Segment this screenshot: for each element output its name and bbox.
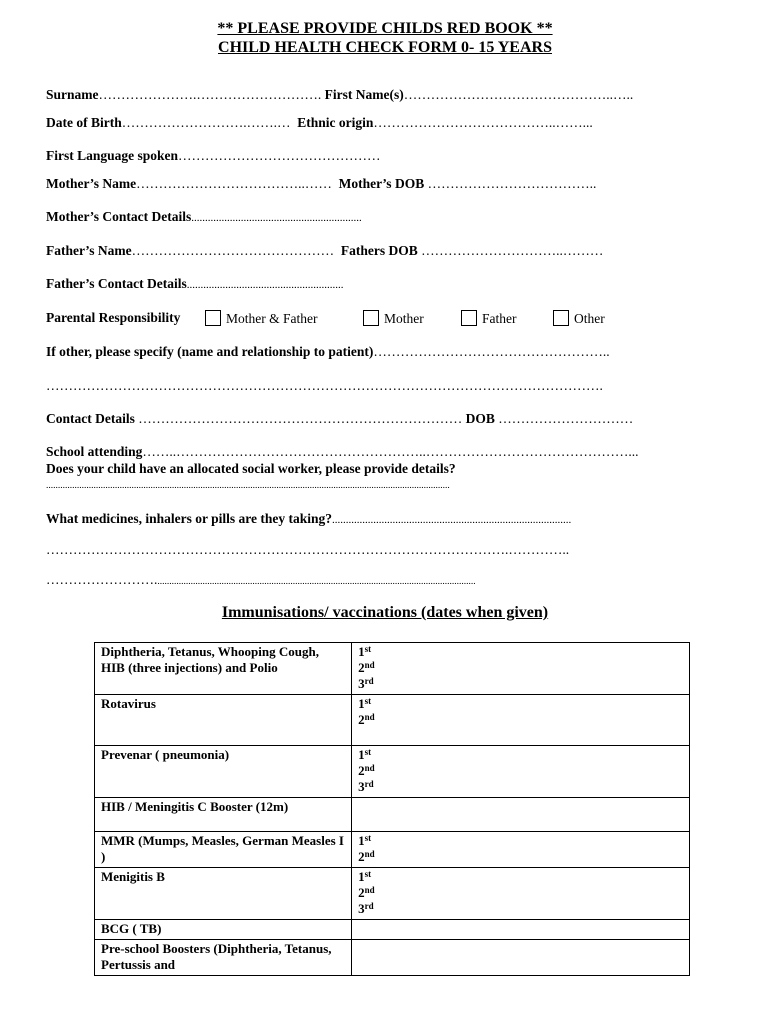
dose-label (358, 885, 683, 901)
dose-label (358, 660, 683, 676)
dob-field[interactable]: ……………………….…….… (121, 115, 291, 130)
dose-dates-cell[interactable] (352, 643, 690, 695)
if-other-field[interactable]: …………………………………………….. (373, 344, 610, 359)
mothers-name-label: Mother’s Name (46, 176, 137, 191)
pr-option-label: Mother (384, 311, 424, 326)
pr-option-label: Mother & Father (226, 311, 318, 326)
social-worker-question: Does your child have an allocated social worker, please provide details? (46, 461, 456, 476)
checkbox-other[interactable] (553, 310, 569, 326)
dose-ordinal-suffix: st (364, 869, 372, 879)
dose-number: 2 (358, 712, 365, 727)
ethnic-origin-label: Ethnic origin (297, 115, 374, 130)
pr-option-mother[interactable] (363, 310, 424, 327)
dose-ordinal-suffix: st (364, 644, 372, 654)
pr-option-father[interactable] (461, 310, 517, 327)
pr-option-label: Other (574, 311, 605, 326)
immunisation-row (95, 920, 690, 940)
contact-details-row (46, 411, 633, 427)
fathers-name-field[interactable]: ……………………………………… (131, 243, 335, 258)
pr-option-mother-father[interactable] (205, 310, 317, 327)
immunisation-row (95, 832, 690, 868)
medicines-field-line2[interactable]: ………………………………………………………………………………………….………….. (46, 542, 570, 557)
first-language-field[interactable]: ……………………………………… (178, 148, 381, 163)
dose-number: 1 (358, 644, 365, 659)
checkbox-mother-father[interactable] (205, 310, 221, 326)
dose-label (358, 644, 683, 660)
dose-number: 3 (358, 901, 365, 916)
checkbox-mother[interactable] (363, 310, 379, 326)
vaccine-name: Prevenar ( pneumonia) (95, 746, 352, 798)
dose-number: 2 (358, 763, 365, 778)
vaccine-name: MMR (Mumps, Measles, German Measles I ) (95, 832, 352, 868)
immunisation-row (95, 643, 690, 695)
social-worker-row (46, 461, 456, 477)
dose-dates-cell[interactable] (352, 746, 690, 798)
dose-ordinal-suffix: nd (364, 660, 375, 670)
form-header-title: CHILD HEALTH CHECK FORM 0- 15 YEARS (218, 39, 552, 56)
immunisation-row (95, 798, 690, 832)
immunisation-row (95, 695, 690, 746)
if-other-field-line2[interactable]: ……………………………………………………………………………………………………………. (46, 378, 603, 393)
dob-label: Date of Birth (46, 115, 122, 130)
medicines-label: What medicines, inhalers or pills are they taking? (46, 511, 333, 526)
medicines-line3-row (46, 572, 691, 590)
surname-row (46, 87, 633, 103)
pr-option-label: Father (482, 311, 517, 326)
dose-number: 2 (358, 849, 365, 864)
school-field[interactable]: ……..………………………………………………..………………………………………... (142, 444, 639, 459)
pr-option-other[interactable] (553, 310, 605, 327)
dose-dates-cell[interactable] (352, 695, 690, 746)
dose-ordinal-suffix: st (364, 833, 372, 843)
dose-label (358, 779, 683, 795)
dose-label (358, 747, 683, 763)
dose-dates-cell[interactable] (352, 868, 690, 920)
contact-details-field[interactable]: ……………………………………………………………… (138, 411, 463, 426)
social-worker-answer-row (46, 478, 702, 494)
vaccine-name: Menigitis B (95, 868, 352, 920)
medicines-field-line3b[interactable]: ...................................................................................................................................... (157, 577, 476, 587)
vaccine-name: Diphtheria, Tetanus, Whooping Cough, HIB (three injections) and Polio (95, 643, 352, 695)
school-label: School attending (46, 444, 143, 459)
dose-number: 3 (358, 779, 365, 794)
contact-dob-label: DOB (465, 411, 495, 426)
dob-row (46, 115, 593, 131)
dose-dates-cell[interactable] (352, 798, 690, 832)
fathers-dob-label: Fathers DOB (340, 243, 418, 258)
school-row (46, 444, 639, 460)
dose-number: 1 (358, 696, 365, 711)
mothers-contact-label: Mother’s Contact Details (46, 209, 192, 224)
first-language-label: First Language spoken (46, 148, 179, 163)
medicines-row (46, 511, 571, 528)
dose-label (358, 901, 683, 917)
dose-ordinal-suffix: rd (364, 676, 374, 686)
dose-number: 2 (358, 660, 365, 675)
dose-label (358, 763, 683, 779)
dose-dates-cell[interactable] (352, 920, 690, 940)
vaccine-name: Pre-school Boosters (Diphtheria, Tetanus, Pertussis and (95, 940, 352, 976)
dose-label (358, 869, 683, 885)
ethnic-origin-field[interactable]: …………………………………..……... (373, 115, 593, 130)
mothers-name-field[interactable]: ………………………………..…… (136, 176, 332, 191)
dose-ordinal-suffix: nd (364, 849, 375, 859)
if-other-label: If other, please specify (name and relationship to patient) (46, 344, 374, 359)
dose-number: 2 (358, 885, 365, 900)
fathers-dob-field[interactable]: …………………………..……… (421, 243, 604, 258)
first-language-row (46, 148, 381, 164)
dose-label (358, 676, 683, 692)
first-names-field[interactable]: ………………………………………..….. (403, 87, 634, 102)
immunisation-row (95, 868, 690, 920)
mothers-dob-label: Mother’s DOB (338, 176, 425, 191)
immunisation-row (95, 746, 690, 798)
surname-field[interactable]: ………………….………………………. (98, 87, 325, 102)
if-other-continuation (46, 378, 603, 394)
fathers-contact-row (46, 276, 343, 293)
fathers-name-label: Father’s Name (46, 243, 132, 258)
dose-number: 1 (358, 833, 365, 848)
fathers-name-row (46, 243, 603, 259)
parental-responsibility-label: Parental Responsibility (46, 310, 181, 325)
dose-number: 1 (358, 869, 365, 884)
medicines-field[interactable]: ....................................................................................... (332, 514, 572, 526)
mothers-name-row (46, 176, 596, 192)
dose-label (358, 849, 683, 865)
mothers-contact-row (46, 209, 362, 226)
dose-ordinal-suffix: nd (364, 712, 375, 722)
vaccine-name: HIB / Meningitis C Booster (12m) (95, 798, 352, 832)
vaccine-name: Rotavirus (95, 695, 352, 746)
checkbox-father[interactable] (461, 310, 477, 326)
dose-number: 1 (358, 747, 365, 762)
vaccine-name: BCG ( TB) (95, 920, 352, 940)
if-other-row (46, 344, 610, 360)
first-names-label: First Name(s) (324, 87, 404, 102)
dose-ordinal-suffix: st (364, 696, 372, 706)
immunisations-table (94, 642, 690, 976)
form-header-red-book: ** PLEASE PROVIDE CHILDS RED BOOK ** (217, 20, 553, 37)
dose-ordinal-suffix: nd (364, 885, 375, 895)
social-worker-field[interactable]: .......................................................................................................................................................................... (46, 481, 450, 491)
dose-label (358, 712, 683, 728)
immunisation-row (95, 940, 690, 976)
mothers-dob-field[interactable]: ……………………………….. (427, 176, 597, 191)
dose-ordinal-suffix: rd (364, 901, 374, 911)
medicines-field-line3a[interactable]: ……………………. (46, 572, 158, 587)
fathers-contact-label: Father’s Contact Details (46, 276, 187, 291)
dose-ordinal-suffix: st (364, 747, 372, 757)
dose-label (358, 833, 683, 849)
mothers-contact-field[interactable]: .............................................................. (191, 212, 362, 224)
dose-ordinal-suffix: rd (364, 779, 374, 789)
dose-ordinal-suffix: nd (364, 763, 375, 773)
fathers-contact-field[interactable]: ......................................................... (186, 279, 344, 291)
dose-label (358, 696, 683, 712)
medicines-line2-row (46, 542, 569, 558)
immunisations-title: Immunisations/ vaccinations (dates when given) (221, 604, 549, 621)
dose-dates-cell[interactable] (352, 940, 690, 976)
contact-details-label: Contact Details (46, 411, 135, 426)
surname-label: Surname (46, 87, 99, 102)
dose-number: 3 (358, 676, 365, 691)
dose-dates-cell[interactable] (352, 832, 690, 868)
contact-dob-field[interactable]: ………………………… (498, 411, 634, 426)
